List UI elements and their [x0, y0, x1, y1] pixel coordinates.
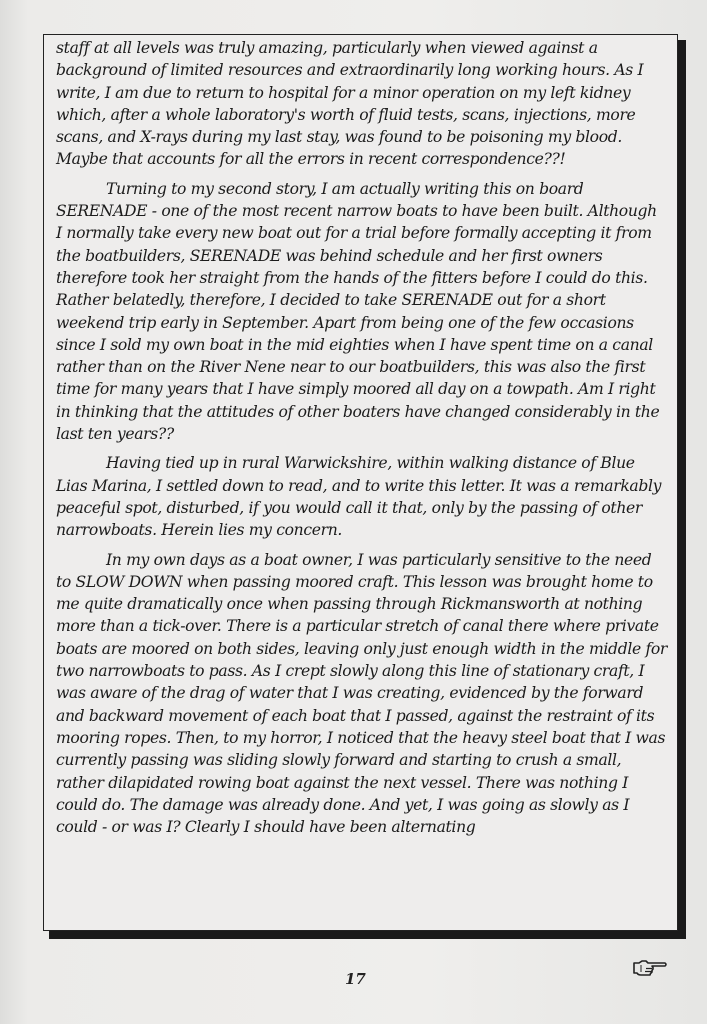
paragraph-hospital: staff at all levels was truly amazing, particularly when viewed against a background of limited resources and extraordinarily long working hours. As I write, I am due to return to hospital for a minor operation on my left kidney which, after a whole laboratory's worth of fluid tests, scans, injections, more scans, and X-rays during my last stay, was found to be poisoning my blood. Maybe that accounts for all the errors in recent correspondence??! [56, 39, 644, 169]
article-text-box [43, 34, 678, 931]
pointing-hand-icon [632, 958, 668, 978]
paragraph-serenade: Turning to my second story, I am actually writing this on board SERENADE - one of the most recent narrow boats to have been built. Although I normally take every new boat out for a trial before formally accepting it from the boatbuilders, SERENADE was behind schedule and her first owners therefore took her straight from the hands of the fitters before I could do this. Rather belatedly, therefore, I decided to take SERENADE out for a short weekend trip early in September. Apart from being one of the few occasions since I sold my own boat in the mid eighties when I have spent time on a canal rather than on the River Nene near to our boatbuilders, this was also the first time for many years that I have simply moored all day on a towpath. Am I right in thinking that the attitudes of other boaters have changed considerably in the last ten years?? [56, 179, 660, 444]
paragraph-slow-down: In my own days as a boat owner, I was particularly sensitive to the need to SLOW DOWN when passing moored craft. This lesson was brought home to me quite dramatically once when passing through Rickmansworth at nothing more than a tick-over. There is a particular stretch of canal there where private boats are moored on both sides, leaving only just enough width in the middle for two narrowboats to pass. As I crept slowly along this line of stationary craft, I was aware of the drag of water that I was creating, evidenced by the forward and backward movement of each boat that I passed, against the restraint of its mooring ropes. Then, to my horror, I noticed that the heavy steel boat that I was currently passing was sliding slowly forward and starting to crush a small, rather dilapidated rowing boat against the next vessel. There was nothing I could do. The damage was already done. And yet, I was going as slowly as I could - or was I? Clearly I should have been alternating [56, 550, 668, 837]
page-number: 17 [345, 970, 366, 988]
paragraph-warwickshire: Having tied up in rural Warwickshire, within walking distance of Blue Lias Marina, I settled down to read, and to write this letter. It was a remarkably peaceful spot, disturbed, if you would call it that, only by the passing of other narrowboats. Herein lies my concern. [56, 454, 662, 540]
